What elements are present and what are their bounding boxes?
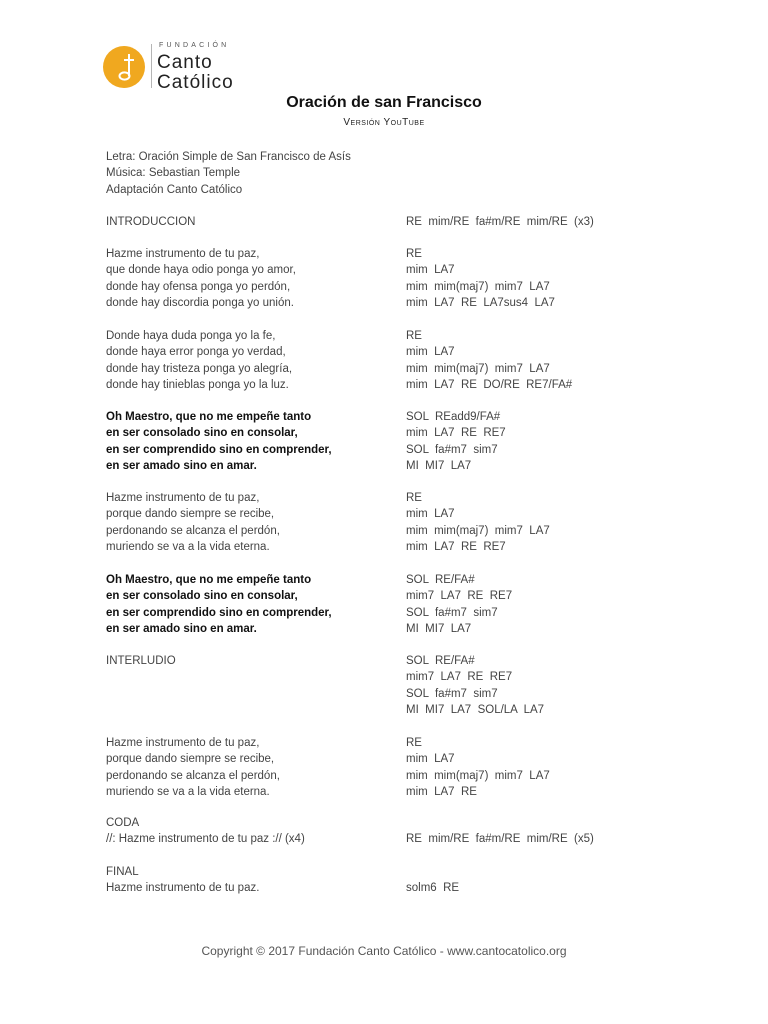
chord-line: mim mim(maj7) mim7 LA7 <box>406 362 550 375</box>
chord-line: mim LA7 RE <box>406 785 477 798</box>
lyrics-block <box>106 653 176 669</box>
logo-small-text: FUNDACIÓN <box>159 42 230 49</box>
lyric-line: en ser comprendido sino en comprender, <box>106 443 332 456</box>
credits <box>106 149 351 198</box>
lyrics-block <box>106 246 296 311</box>
lyric-line: CODA <box>106 817 140 829</box>
logo <box>103 42 303 94</box>
lyrics-block <box>106 864 259 897</box>
lyric-line: en ser amado sino en amar. <box>106 622 257 635</box>
chords-block <box>406 864 459 897</box>
chord-line <box>406 864 459 880</box>
chord-line: RE <box>406 492 422 504</box>
lyric-line: //: Hazme instrumento de tu paz :// (x4) <box>106 833 305 846</box>
lyric-line: en ser consolado sino en consolar, <box>106 427 298 440</box>
chord-line: SOL RE/FA# <box>406 574 475 586</box>
logo-line-2: Católico <box>157 72 234 93</box>
chord-line: mim mim(maj7) mim7 LA7 <box>406 280 550 293</box>
lyrics-block <box>106 409 332 474</box>
lyrics-block <box>106 735 280 800</box>
lyrics-block <box>106 490 280 555</box>
chords-block <box>406 815 594 848</box>
chord-line: RE <box>406 330 422 342</box>
logo-line-1: Canto <box>157 52 213 73</box>
lyric-line: porque dando siempre se recibe, <box>106 508 275 521</box>
chord-line: SOL fa#m7 sim7 <box>406 606 498 619</box>
chords-block <box>406 214 594 230</box>
lyric-line: porque dando siempre se recibe, <box>106 753 275 766</box>
lyric-line: Hazme instrumento de tu paz, <box>106 248 260 260</box>
lyric-line: Hazme instrumento de tu paz. <box>106 882 260 895</box>
page-subtitle: Versión YouTube <box>343 117 425 128</box>
lyric-line: que donde haya odio ponga yo amor, <box>106 264 296 277</box>
lyric-line: en ser comprendido sino en comprender, <box>106 606 332 619</box>
chords-block <box>406 653 544 718</box>
lyric-line: donde haya error ponga yo verdad, <box>106 346 286 359</box>
chord-line: RE mim/RE fa#m/RE mim/RE (x3) <box>406 216 594 228</box>
chord-line: mim7 LA7 RE RE7 <box>406 590 513 603</box>
chord-line: mim LA7 <box>406 264 455 277</box>
chord-line: mim mim(maj7) mim7 LA7 <box>406 524 550 537</box>
lyric-line: perdonando se alcanza el perdón, <box>106 524 280 537</box>
lyrics-block <box>106 815 305 848</box>
chord-line: SOL fa#m7 sim7 <box>406 443 498 456</box>
lyric-line: muriendo se va a la vida eterna. <box>106 785 270 798</box>
chord-line: mim LA7 RE RE7 <box>406 427 506 440</box>
logo-separator <box>151 44 152 88</box>
chord-line: mim LA7 <box>406 346 455 359</box>
credit-lyrics: Letra: Oración Simple de San Francisco de Asís <box>106 151 351 163</box>
lyric-line: Hazme instrumento de tu paz, <box>106 737 260 749</box>
chords-block <box>406 735 550 800</box>
chord-line: MI MI7 LA7 <box>406 622 472 635</box>
lyric-line: donde hay tinieblas ponga yo la luz. <box>106 378 289 391</box>
chord-line: mim LA7 RE RE7 <box>406 540 506 553</box>
chord-line: RE mim/RE fa#m/RE mim/RE (x5) <box>406 833 594 846</box>
chord-line: SOL fa#m7 sim7 <box>406 687 498 700</box>
chord-line: MI MI7 LA7 <box>406 459 472 472</box>
lyric-line: perdonando se alcanza el perdón, <box>106 769 280 782</box>
chords-block <box>406 572 512 637</box>
lyric-line: INTERLUDIO <box>106 655 176 667</box>
lyric-line: INTRODUCCION <box>106 216 196 228</box>
lyric-line: donde hay discordia ponga yo unión. <box>106 296 294 309</box>
chord-line: solm6 RE <box>406 882 460 895</box>
chord-line: mim LA7 <box>406 753 455 766</box>
lyric-line: donde hay tristeza ponga yo alegría, <box>106 362 293 375</box>
logo-note-cross-icon <box>103 46 145 88</box>
credit-music: Música: Sebastian Temple <box>106 167 241 180</box>
credit-adaptation: Adaptación Canto Católico <box>106 183 243 196</box>
lyric-line: muriendo se va a la vida eterna. <box>106 540 270 553</box>
chord-line <box>406 815 594 831</box>
lyric-line: FINAL <box>106 866 139 878</box>
chords-block <box>406 409 506 474</box>
chord-line: mim7 LA7 RE RE7 <box>406 671 513 684</box>
chord-line: SOL REadd9/FA# <box>406 411 501 423</box>
lyric-line: Oh Maestro, que no me empeñe tanto <box>106 574 312 586</box>
lyrics-block <box>106 572 332 637</box>
lyrics-block <box>106 214 195 230</box>
lyrics-block <box>106 328 292 393</box>
chords-block <box>406 490 550 555</box>
chord-line: MI MI7 LA7 SOL/LA LA7 <box>406 703 545 716</box>
page-title: Oración de san Francisco <box>286 94 482 111</box>
chord-line: RE <box>406 737 422 749</box>
lyric-line: Oh Maestro, que no me empeñe tanto <box>106 411 312 423</box>
chord-line: mim mim(maj7) mim7 LA7 <box>406 769 550 782</box>
chord-line: RE <box>406 248 422 260</box>
lyric-line: Donde haya duda ponga yo la fe, <box>106 330 276 342</box>
lyric-line: donde hay ofensa ponga yo perdón, <box>106 280 291 293</box>
lyric-line: en ser consolado sino en consolar, <box>106 590 298 603</box>
chord-line: mim LA7 RE DO/RE RE7/FA# <box>406 378 573 391</box>
chord-line: mim LA7 RE LA7sus4 LA7 <box>406 296 555 309</box>
chord-line: mim LA7 <box>406 508 455 521</box>
chords-block <box>406 328 572 393</box>
lyric-line: en ser amado sino en amar. <box>106 459 257 472</box>
lyric-line: Hazme instrumento de tu paz, <box>106 492 260 504</box>
chord-line: SOL RE/FA# <box>406 655 475 667</box>
chords-block <box>406 246 555 311</box>
footer-copyright: Copyright © 2017 Fundación Canto Católico - www.cantocatolico.org <box>201 944 567 958</box>
